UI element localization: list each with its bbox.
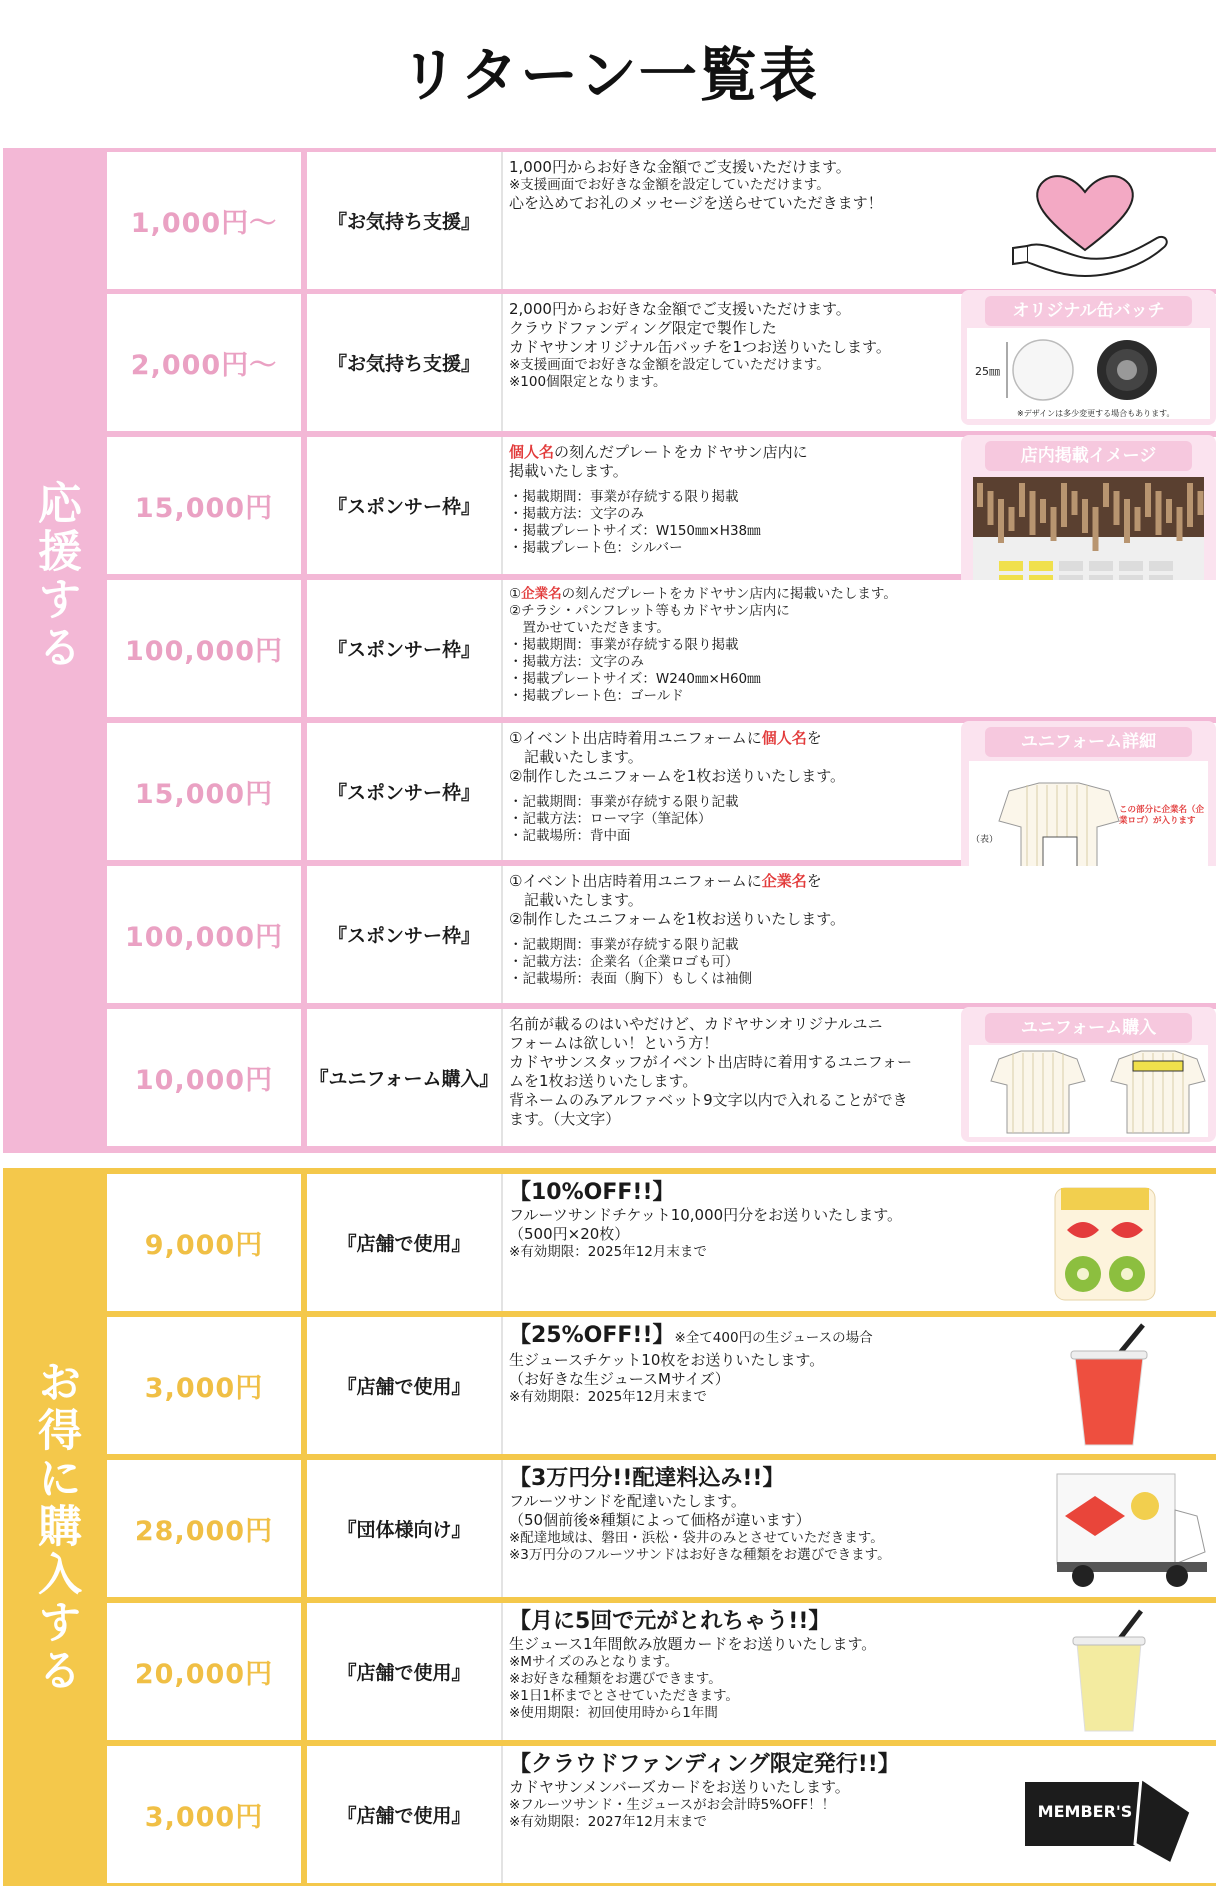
line-text: ・掲載期間：事業が存続する限り掲載 [509,489,739,505]
line-text: 2,000円からお好きな金額でご支援いただけます。 [509,300,851,318]
reward-name: 『団体様向け』 [307,1460,503,1597]
line-text: 【月に5回で元がとれちゃう!!】 [509,1609,831,1634]
member-card-icon [965,1752,1210,1877]
reward-price: 9,000円 [144,1230,264,1261]
support-section-label: 応援する [30,479,81,672]
reward-row [107,1746,1216,1883]
description-line [509,671,1210,688]
highlight-text: 個人名 [509,443,555,461]
line-text: 背ネームのみアルファベット9文字以内で入れることができ [509,1091,908,1109]
badge-note: ※デザインは多少変更する場合もあります。 [1017,409,1175,418]
line-text: ※お好きな種類をお選びできます。 [509,1671,722,1687]
reward-description [503,580,1216,717]
support-section [3,148,1216,1153]
reward-price: 15,000円 [134,493,274,524]
badge-title: オリジナル缶バッチ [985,296,1192,326]
reward-description [503,294,1216,431]
line-text: 【10%OFF!!】 [509,1180,675,1205]
line-text: ・記載場所：表面（胸下）もしくは袖側 [509,971,752,987]
reward-price: 1,000円～ [130,208,278,239]
reward-description [503,1603,1216,1740]
reward-description [503,1746,1216,1883]
line-text: を [806,872,822,890]
highlight-text: 個人名 [761,729,807,747]
badge-size-label: 25㎜ [975,365,1000,378]
line-text: （50個前後※種類によって価格が違います） [509,1511,811,1529]
line-text: ※3万円分のフルーツサンドはお好きな種類をお選びできます。 [509,1547,891,1563]
reward-description [503,1174,1216,1311]
line-text: ムを1枚お送りいたします。 [509,1072,698,1090]
description-line [509,872,1210,891]
uniform-front-label: （表） [971,835,999,845]
juice-pass-icon [965,1609,1210,1734]
line-text: 掲載いたします。 [509,462,628,480]
reward-name: 『店舗で使用』 [307,1317,503,1454]
page-title: リターン一覧表 [400,41,819,109]
reward-price: 15,000円 [134,779,274,810]
reward-description [503,1317,1216,1454]
line-text: を [806,729,822,747]
delivery-truck-image [965,1466,1210,1591]
line-text: フォームは欲しい！という方！ [509,1034,719,1052]
uniform-buy-title: ユニフォーム購入 [985,1013,1192,1043]
reward-row [107,1174,1216,1311]
reward-price: 28,000円 [134,1516,274,1547]
line-text: ・記載場所：背中面 [509,828,631,844]
line-text: 1,000円からお好きな金額でご支援いただけます。 [509,158,851,176]
reward-name: 『店舗で使用』 [307,1746,503,1883]
line-text: ※Mサイズのみとなります。 [509,1654,679,1670]
description-line [509,586,1210,603]
line-prefix: ①イベント出店時着用ユニフォームに [509,729,762,747]
description-line [509,954,1210,971]
highlight-text: 企業名 [761,872,807,890]
line-text: ※有効期限：2027年12月末まで [509,1814,707,1830]
line-text: 心を込めてお礼のメッセージを送らせていただきます！ [509,194,883,212]
badge-frame [961,290,1216,425]
line-text: フルーツサンドを配達いたします。 [509,1492,746,1510]
reward-name: 『スポンサー枠』 [307,866,503,1003]
uniform-detail-title: ユニフォーム詳細 [985,727,1192,757]
reward-name: 『スポンサー枠』 [307,437,503,574]
reward-row [107,1460,1216,1597]
reward-row [107,437,1216,574]
reward-name: 『店舗で使用』 [307,1174,503,1311]
line-prefix: ①イベント出店時着用ユニフォームに [509,872,762,890]
description-line [509,654,1210,671]
line-text: 生ジュースチケット10枚をお送りいたします。 [509,1351,825,1369]
reward-row [107,152,1216,289]
line-text: の刻んだプレートをカドヤサン店内に [554,443,808,461]
line-text: の刻んだプレートをカドヤサン店内に掲載いたします。 [561,586,897,602]
line-text: カドヤサンスタッフがイベント出店時に着用するユニフォー [509,1053,913,1071]
line-text: 【クラウドファンディング限定発行!!】 [509,1752,900,1777]
line-text: （お好きな生ジュースMサイズ） [509,1370,730,1388]
line-text: （500円×20枚） [509,1225,630,1243]
reward-row [107,580,1216,717]
line-text: ※有効期限：2025年12月末まで [509,1389,707,1405]
reward-description [503,437,1216,574]
reward-price: 3,000円 [144,1373,264,1404]
line-text: ・掲載プレートサイズ：W240㎜×H60㎜ [509,671,761,687]
value-section-label: お得に購入する [30,1359,81,1695]
line-text: ・掲載プレート色：ゴールド [509,688,684,704]
line-prefix: ① [509,586,522,602]
fruit-sandwich-image [965,1180,1210,1305]
line-text: ※配達地域は、磐田・浜松・袋井のみとさせていただきます。 [509,1530,884,1546]
reward-row [107,723,1216,860]
line-text: 記載いたします。 [509,748,643,766]
line-text: ※1日1杯までとさせていただきます。 [509,1688,739,1704]
store-title: 店内掲載イメージ [985,441,1192,471]
badge-image [961,290,1216,425]
line-text: ・掲載方法：文字のみ [509,654,644,670]
line-text: ※100個限定となります。 [509,374,667,390]
description-line [509,620,1210,637]
reward-description [503,1009,1216,1146]
line-text: ・記載方法：ローマ字（筆記体） [509,811,712,827]
reward-price: 100,000円 [125,636,283,667]
description-line [509,603,1210,620]
reward-description [503,723,1216,860]
line-text: ・掲載プレート色：シルバー [509,540,683,556]
line-text: ※使用期限：初回使用時から1年間 [509,1705,718,1721]
reward-name: 『お気持ち支援』 [307,152,503,289]
reward-price: 20,000円 [134,1659,274,1690]
reward-price: 2,000円～ [130,350,278,381]
badge-photo [967,328,1210,419]
reward-row [107,1009,1216,1146]
value-section [3,1168,1216,1886]
reward-name: 『店舗で使用』 [307,1603,503,1740]
line-text: 記載いたします。 [509,891,643,909]
line-text: カドヤサンメンバーズカードをお送りいたします。 [509,1778,850,1796]
description-line [509,971,1210,988]
reward-price: 100,000円 [125,922,283,953]
line-text: フルーツサンドチケット10,000円分をお送りいたします。 [509,1206,902,1224]
line-text: ・掲載期間：事業が存続する限り掲載 [509,637,739,653]
line-text: ・記載期間：事業が存続する限り記載 [509,794,739,810]
line-text: ます。（大文字） [509,1110,621,1128]
description-line [509,891,1210,910]
reward-row [107,866,1216,1003]
line-text: ・掲載プレートサイズ：W150㎜×H38㎜ [509,523,761,539]
description-line [509,937,1210,954]
reward-row [107,1603,1216,1740]
uniform-buy-image [961,1007,1216,1142]
line-text: ・記載方法：企業名（企業ロゴも可） [509,954,739,970]
line-text: ※支援画面でお好きな金額を設定していただけます。 [509,177,830,193]
reward-row [107,1317,1216,1454]
line-text: ②制作したユニフォームを1枚お送りいたします。 [509,767,846,785]
reward-name: 『スポンサー枠』 [307,580,503,717]
uniform-note-company: この部分に企業名（企業ロゴ）が入ります [1119,805,1205,826]
line-text: 【25%OFF!!】 [509,1323,675,1348]
reward-name: 『ユニフォーム購入』 [307,1009,503,1146]
line-text: ②チラシ・パンフレット等もカドヤサン店内に [509,603,790,619]
uniform-buy-frame [961,1007,1216,1142]
highlight-text: 企業名 [521,586,562,602]
reward-description [503,866,1216,1003]
reward-price: 3,000円 [144,1802,264,1833]
heart-hand-icon [965,158,1210,283]
description-line [509,910,1210,929]
reward-row [107,294,1216,431]
line-text: ※有効期限：2025年12月末まで [509,1244,707,1260]
reward-name: 『お気持ち支援』 [307,294,503,431]
line-text: ②制作したユニフォームを1枚お送りいたします。 [509,910,846,928]
line-text: ※フルーツサンド・生ジュースがお会計時5%OFF！！ [509,1797,836,1813]
uniform-buy-photo [969,1045,1208,1137]
line-text: クラウドファンディング限定で製作した [509,319,777,337]
description-line [509,637,1210,654]
reward-description [503,152,1216,289]
line-text: ・記載期間：事業が存続する限り記載 [509,937,739,953]
line-text: 【3万円分!!配達料込み!!】 [509,1466,785,1491]
member-card-label: MEMBER'S [1037,1802,1133,1821]
line-text: 置かせていただきます。 [509,620,670,636]
reward-price: 10,000円 [134,1065,274,1096]
juice-icon [965,1323,1210,1448]
reward-name: 『スポンサー枠』 [307,723,503,860]
reward-description [503,1460,1216,1597]
line-text: ※支援画面でお好きな金額を設定していただけます。 [509,357,830,373]
line-text: 名前が載るのはいやだけど、カドヤサンオリジナルユニ [509,1015,883,1033]
line-text: カドヤサンオリジナル缶バッチを1つお送りいたします。 [509,338,891,356]
description-line [509,688,1210,705]
line-text: ・掲載方法：文字のみ [509,506,644,522]
line-note: ※全て400円の生ジュースの場合 [674,1330,873,1346]
line-text: 生ジュース1年間飲み放題カードをお送りいたします。 [509,1635,877,1653]
